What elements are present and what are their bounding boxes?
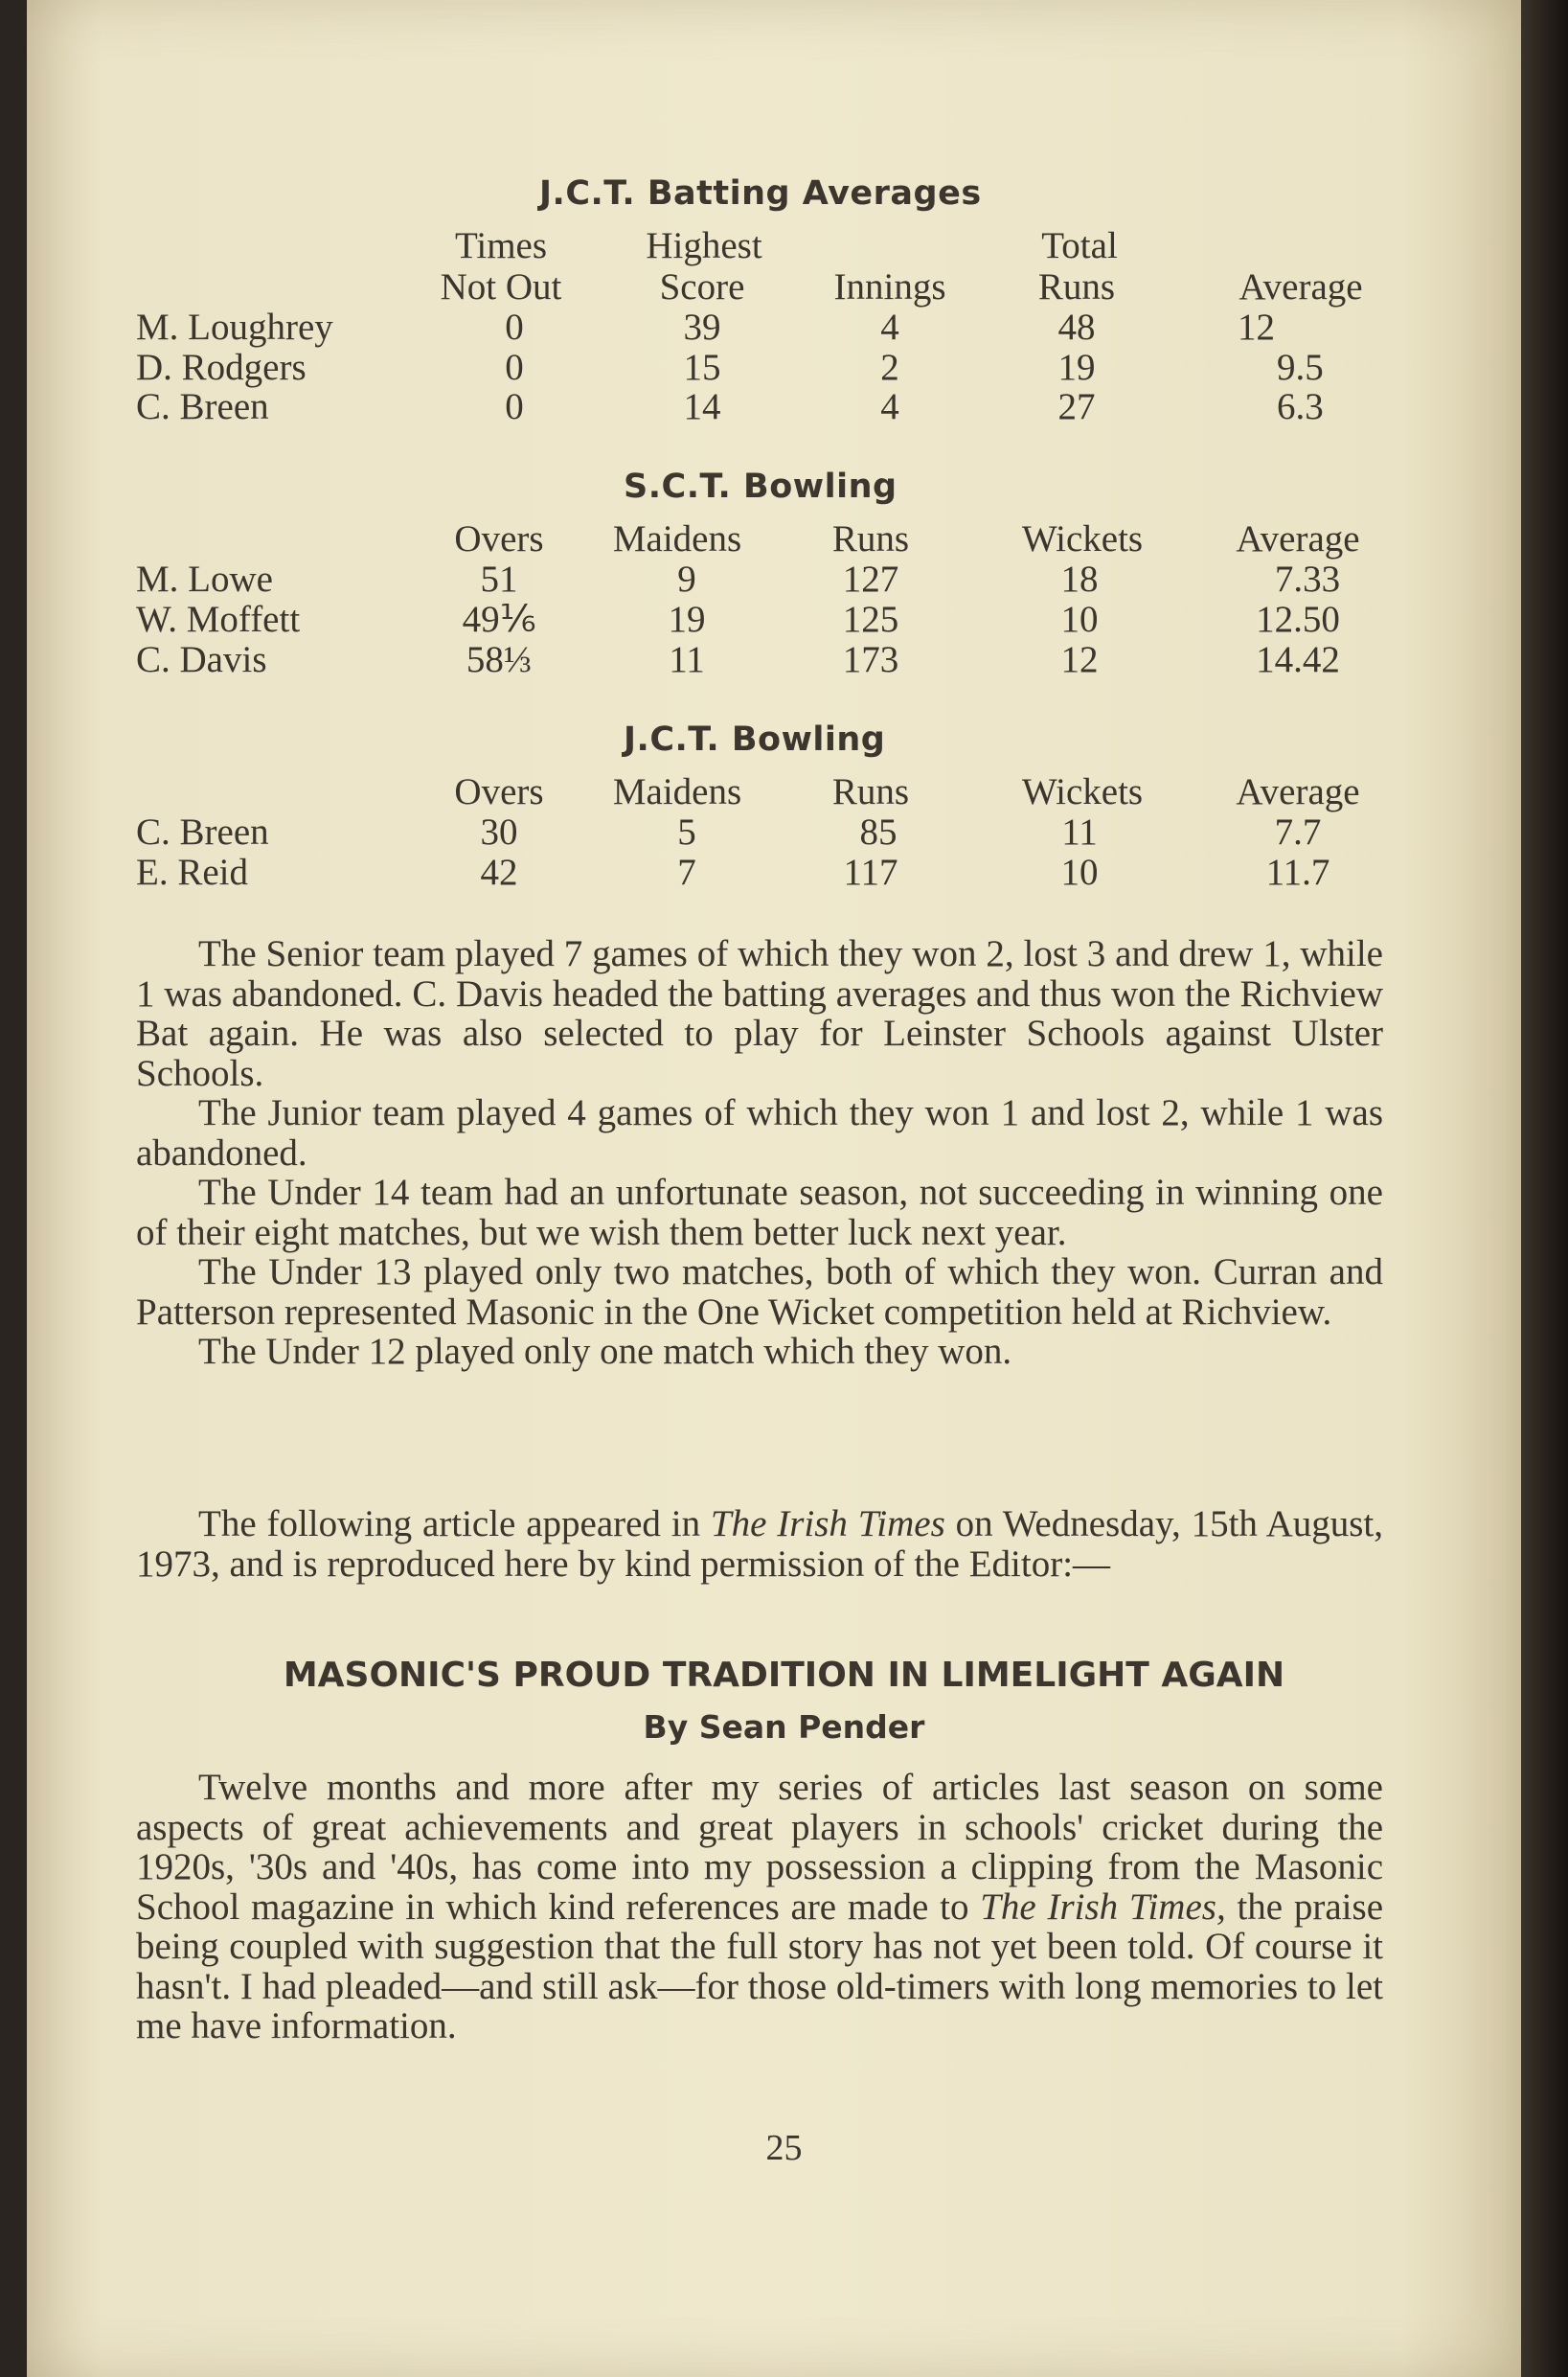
player-name: C. Breen: [136, 386, 269, 427]
table-cell: 173: [842, 639, 899, 680]
article-body: [136, 1768, 1383, 2046]
table-cell: 15: [683, 347, 721, 388]
table-cell: 10: [1060, 852, 1099, 893]
senior-team-paragraph: The Senior team played 7 games of which they won 2, lost 3 and drew 1, while 1 was abandoned. C. Davis headed the batting averages and thus won the Richview Bat again. He was also selected to play for Leinster Schools against Ulster Schools.: [136, 933, 1383, 1094]
article-intro: [136, 1504, 1383, 1584]
table-cell: 125: [842, 599, 899, 640]
article-byline: By Sean Pender: [643, 1708, 925, 1746]
table-cell: 7: [677, 852, 696, 893]
table-cell: 12: [1060, 639, 1099, 680]
column-header: Average: [1236, 518, 1360, 560]
article-title: MASONIC'S PROUD TRADITION IN LIMELIGHT AGAIN: [283, 1656, 1285, 1695]
column-header: Highest: [646, 225, 762, 266]
table-cell: 85: [859, 811, 898, 853]
newspaper-name: The Irish Times,: [980, 1886, 1226, 1928]
table-cell: 49⅙: [462, 599, 536, 640]
column-header: Score: [659, 266, 745, 308]
under-13-paragraph: The Under 13 played only two matches, both of which they won. Curran and Patterson represented Masonic in the One Wicket competition held at Richview.: [136, 1251, 1383, 1333]
table-cell: 19: [668, 599, 706, 640]
column-header: Average: [1236, 771, 1360, 812]
article-text-end: the praise being coupled with suggestion that the full story has not yet been told. Of course it hasn't. I had pleaded—and still ask—for those old-timers with long memories to let me have information.: [136, 1886, 1383, 2046]
table-cell: 11: [669, 639, 705, 680]
table-cell: 58⅓: [466, 639, 533, 680]
season-report: [136, 934, 1383, 1372]
table-cell: 14.42: [1256, 639, 1340, 680]
jct-bowling-title: J.C.T. Bowling: [624, 720, 886, 759]
column-header: Total: [1041, 225, 1118, 266]
player-name: D. Rodgers: [136, 347, 307, 388]
sct-bowling-title: S.C.T. Bowling: [624, 468, 898, 506]
player-name: W. Moffett: [136, 599, 301, 640]
column-header: Average: [1238, 266, 1363, 308]
table-cell: 4: [880, 307, 899, 348]
player-name: C. Davis: [136, 639, 267, 680]
page-number: 25: [765, 2128, 803, 2168]
table-cell: 18: [1060, 559, 1099, 600]
table-cell: 10: [1060, 599, 1099, 640]
table-cell: 4: [880, 386, 899, 427]
column-header: Runs: [831, 518, 910, 560]
table-cell: 117: [843, 852, 898, 893]
table-cell: 6.3: [1277, 386, 1324, 427]
under-14-paragraph: The Under 14 team had an unfortunate season, not succeeding in winning one of their eight matches, but we wish them better luck next year.: [136, 1172, 1383, 1253]
column-header: Not Out: [440, 266, 562, 308]
table-cell: 7.7: [1274, 811, 1322, 853]
player-name: M. Loughrey: [136, 307, 333, 348]
column-header: Innings: [833, 266, 946, 308]
table-cell: 39: [683, 307, 721, 348]
intro-text-start: The following article appeared in: [198, 1503, 711, 1544]
table-cell: 19: [1057, 347, 1096, 388]
player-name: M. Lowe: [136, 559, 273, 600]
table-cell: 5: [677, 811, 696, 853]
table-cell: 51: [480, 559, 518, 600]
table-cell: 0: [505, 386, 524, 427]
under-12-paragraph: The Under 12 played only one match which they won.: [198, 1331, 1012, 1372]
table-cell: 14: [683, 386, 721, 427]
intro-paragraph: [136, 1504, 1383, 1584]
article-text-start: Twelve months and more after my series of articles last season on some aspects of great achievements and great players in schools' cricket during the 1920s, '30s and '40s, has come into my possession a clipping from the Masonic School magazine in which kind references are made to: [136, 1767, 1383, 1928]
table-cell: 48: [1057, 307, 1096, 348]
jct-batting-title: J.C.T. Batting Averages: [539, 174, 982, 213]
column-header: Wickets: [1021, 771, 1144, 812]
column-header: Times: [454, 225, 548, 266]
table-cell: 12: [1238, 307, 1275, 348]
table-cell: 0: [505, 347, 524, 388]
table-cell: 30: [480, 811, 518, 853]
table-cell: 9.5: [1277, 347, 1324, 388]
player-name: E. Reid: [136, 852, 248, 893]
table-cell: 127: [842, 559, 899, 600]
table-cell: 2: [880, 347, 899, 388]
table-cell: 9: [677, 559, 696, 600]
column-header: Overs: [454, 518, 544, 560]
intro-text-end: on Wednesday, 15th August, 1973, and is reproduced here by kind permission of the Editor:—: [136, 1503, 1384, 1585]
table-cell: 7.33: [1274, 559, 1341, 600]
table-cell: 11: [1061, 811, 1098, 853]
article-paragraph: [136, 1768, 1383, 2046]
table-cell: 11.7: [1265, 852, 1330, 893]
column-header: Overs: [454, 771, 544, 812]
junior-team-paragraph: The Junior team played 4 games of which they won 1 and lost 2, while 1 was abandoned.: [136, 1092, 1383, 1174]
table-cell: 27: [1057, 386, 1096, 427]
table-cell: 42: [480, 852, 518, 893]
column-header: Runs: [1037, 266, 1116, 308]
column-header: Runs: [831, 771, 910, 812]
player-name: C. Breen: [136, 811, 269, 853]
column-header: Maidens: [612, 518, 742, 560]
column-header: Maidens: [612, 771, 742, 812]
newspaper-name: The Irish Times: [710, 1503, 945, 1544]
table-cell: 12.50: [1256, 599, 1340, 640]
column-header: Wickets: [1021, 518, 1144, 560]
table-cell: 0: [505, 307, 524, 348]
